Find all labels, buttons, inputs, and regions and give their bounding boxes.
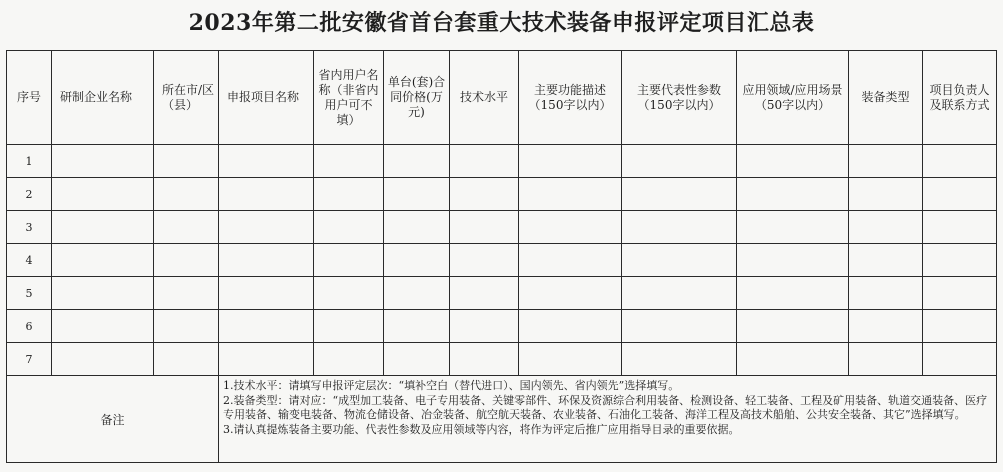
cell[interactable] — [737, 310, 849, 343]
cell[interactable] — [154, 343, 219, 376]
header-city: 所在市/区（县） — [154, 51, 219, 145]
cell[interactable] — [450, 211, 519, 244]
header-contact: 项目负责人及联系方式 — [923, 51, 997, 145]
header-project: 申报项目名称 — [219, 51, 314, 145]
row-number: 1 — [7, 145, 52, 178]
cell[interactable] — [923, 145, 997, 178]
cell[interactable] — [154, 211, 219, 244]
header-tech-level: 技术水平 — [450, 51, 519, 145]
cell[interactable] — [622, 244, 737, 277]
cell[interactable] — [154, 310, 219, 343]
header-user: 省内用户名称（非省内用户可不填） — [314, 51, 384, 145]
header-application: 应用领域/应用场景（50字以内） — [737, 51, 849, 145]
notes-label: 备注 — [7, 376, 219, 463]
cell[interactable] — [519, 343, 622, 376]
cell[interactable] — [737, 343, 849, 376]
cell[interactable] — [849, 310, 923, 343]
cell[interactable] — [450, 145, 519, 178]
cell[interactable] — [384, 277, 450, 310]
cell[interactable] — [154, 178, 219, 211]
cell[interactable] — [450, 244, 519, 277]
row-number: 5 — [7, 277, 52, 310]
cell[interactable] — [622, 343, 737, 376]
cell[interactable] — [219, 310, 314, 343]
cell[interactable] — [519, 145, 622, 178]
cell[interactable] — [622, 145, 737, 178]
cell[interactable] — [384, 244, 450, 277]
cell[interactable] — [154, 277, 219, 310]
cell[interactable] — [154, 145, 219, 178]
row-number: 6 — [7, 310, 52, 343]
cell[interactable] — [519, 211, 622, 244]
table-row — [7, 211, 997, 244]
cell[interactable] — [622, 277, 737, 310]
note-line-2: 2.装备类型：请对应：“成型加工装备、电子专用装备、关键零部件、环保及资源综合利用装备、检测设备、轻工装备、工程及矿用装备、轨道交通装备、医疗专用装备、输变电装备、物流仓储设备、冶金装备、航空航天装备、农业装备、石油化工装备、海洋工程及高技术船舶、公共安全装备、其它”选择填写。 — [223, 393, 988, 421]
cell[interactable] — [923, 277, 997, 310]
header-params: 主要代表性参数（150字以内） — [622, 51, 737, 145]
cell[interactable] — [52, 178, 154, 211]
cell[interactable] — [384, 211, 450, 244]
row-number: 3 — [7, 211, 52, 244]
note-line-3: 3.请认真提炼装备主要功能、代表性参数及应用领域等内容，将作为评定后推广应用指导目录的重要依据。 — [223, 422, 740, 436]
cell[interactable] — [314, 277, 384, 310]
cell[interactable] — [219, 211, 314, 244]
cell[interactable] — [622, 178, 737, 211]
notes-row — [7, 376, 997, 463]
header-price: 单台(套)合同价格(万元) — [384, 51, 450, 145]
header-equip-type: 装备类型 — [849, 51, 923, 145]
cell[interactable] — [923, 244, 997, 277]
cell[interactable] — [849, 343, 923, 376]
table-row — [7, 277, 997, 310]
cell[interactable] — [384, 343, 450, 376]
cell[interactable] — [52, 277, 154, 310]
row-number: 4 — [7, 244, 52, 277]
cell[interactable] — [314, 343, 384, 376]
header-seq: 序号 — [7, 51, 52, 145]
cell[interactable] — [849, 211, 923, 244]
cell[interactable] — [737, 178, 849, 211]
cell[interactable] — [923, 211, 997, 244]
cell[interactable] — [923, 310, 997, 343]
cell[interactable] — [519, 277, 622, 310]
table-row — [7, 145, 997, 178]
cell[interactable] — [519, 310, 622, 343]
cell[interactable] — [384, 310, 450, 343]
cell[interactable] — [154, 244, 219, 277]
cell[interactable] — [622, 310, 737, 343]
cell[interactable] — [849, 178, 923, 211]
cell[interactable] — [849, 277, 923, 310]
cell[interactable] — [52, 310, 154, 343]
cell[interactable] — [519, 178, 622, 211]
cell[interactable] — [219, 277, 314, 310]
header-row — [7, 51, 997, 145]
cell[interactable] — [219, 178, 314, 211]
cell[interactable] — [52, 145, 154, 178]
header-company: 研制企业名称 — [52, 51, 154, 145]
summary-table — [6, 50, 997, 463]
row-number: 7 — [7, 343, 52, 376]
cell[interactable] — [737, 211, 849, 244]
page-title: 2023年第二批安徽省首台套重大技术装备申报评定项目汇总表 — [188, 10, 815, 36]
cell[interactable] — [622, 211, 737, 244]
header-function: 主要功能描述（150字以内） — [519, 51, 622, 145]
cell[interactable] — [519, 244, 622, 277]
cell[interactable] — [450, 178, 519, 211]
cell[interactable] — [219, 145, 314, 178]
table-row — [7, 244, 997, 277]
cell[interactable] — [314, 211, 384, 244]
cell[interactable] — [314, 244, 384, 277]
cell[interactable] — [450, 277, 519, 310]
cell[interactable] — [52, 211, 154, 244]
cell[interactable] — [923, 178, 997, 211]
cell[interactable] — [450, 310, 519, 343]
table-row — [7, 178, 997, 211]
cell[interactable] — [314, 178, 384, 211]
cell[interactable] — [384, 178, 450, 211]
cell[interactable] — [314, 310, 384, 343]
note-line-1: 1.技术水平：请填写申报评定层次：“填补空白（替代进口）、国内领先、省内领先”选择填写。 — [223, 379, 680, 392]
cell[interactable] — [450, 343, 519, 376]
cell[interactable] — [219, 244, 314, 277]
table-row — [7, 343, 997, 376]
cell[interactable] — [52, 244, 154, 277]
cell[interactable] — [737, 145, 849, 178]
row-number: 2 — [7, 178, 52, 211]
table-row — [7, 310, 997, 343]
cell[interactable] — [849, 145, 923, 178]
cell[interactable] — [384, 145, 450, 178]
cell[interactable] — [737, 277, 849, 310]
cell[interactable] — [219, 343, 314, 376]
cell[interactable] — [52, 343, 154, 376]
cell[interactable] — [737, 244, 849, 277]
cell[interactable] — [923, 343, 997, 376]
cell[interactable] — [849, 244, 923, 277]
notes-content — [219, 376, 997, 463]
cell[interactable] — [314, 145, 384, 178]
